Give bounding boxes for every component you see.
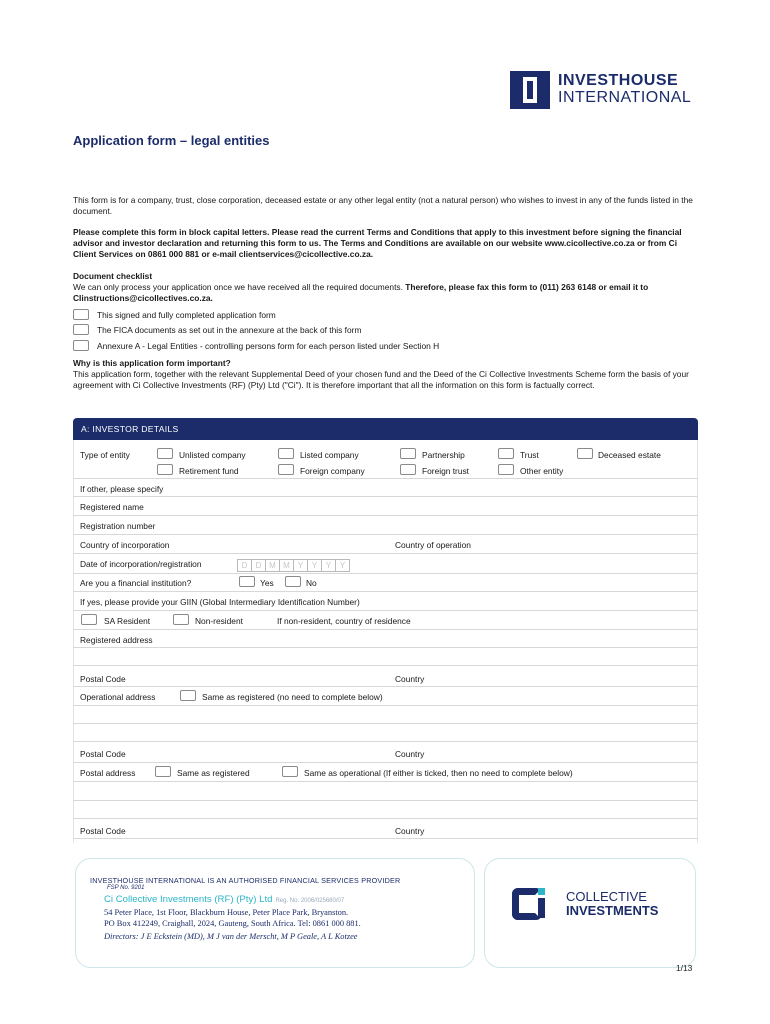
entity-type-label: Type of entity (80, 450, 130, 460)
entity-foreign-trust-checkbox[interactable] (400, 464, 416, 475)
registered-address-field[interactable]: Registered address (80, 635, 153, 645)
checklist-checkbox[interactable] (73, 309, 89, 320)
entity-option-label: Foreign trust (422, 466, 470, 476)
entity-option-label: Unlisted company (179, 450, 246, 460)
entity-trust-checkbox[interactable] (498, 448, 514, 459)
date-incorporation-input[interactable]: D D M M Y Y Y Y (237, 559, 349, 572)
yes-label: Yes (260, 578, 274, 588)
registered-name-field[interactable]: Registered name (80, 502, 144, 512)
same-as-registered-checkbox[interactable] (180, 690, 196, 701)
entity-unlisted-company-checkbox[interactable] (157, 448, 173, 459)
postal-postal-code-field[interactable]: Postal Code (80, 826, 126, 836)
checklist-item: Annexure A - Legal Entities - controlling persons form for each person listed under Section H (73, 340, 439, 351)
entity-other-checkbox[interactable] (498, 464, 514, 475)
page-number: 1/13 (676, 963, 693, 973)
footer-authorised-text: INVESTHOUSE INTERNATIONAL IS AN AUTHORISED FINANCIAL SERVICES PROVIDER (90, 876, 401, 885)
investhouse-logo-icon (510, 71, 550, 109)
sa-resident-checkbox[interactable] (81, 614, 97, 625)
operational-postal-code-field[interactable]: Postal Code (80, 749, 126, 759)
ci-collective-logo (512, 886, 658, 922)
entity-option-label: Trust (520, 450, 539, 460)
checklist-item: This signed and fully completed application form (73, 309, 276, 320)
same-as-registered-label: Same as registered (no need to complete below) (202, 692, 383, 702)
postal-same-as-registered-checkbox[interactable] (155, 766, 171, 777)
entity-option-label: Retirement fund (179, 466, 239, 476)
operational-country-field[interactable]: Country (395, 749, 425, 759)
if-other-field[interactable]: If other, please specify (80, 484, 164, 494)
entity-option-label: Foreign company (300, 466, 365, 476)
entity-deceased-estate-checkbox[interactable] (577, 448, 593, 459)
financial-institution-yes-checkbox[interactable] (239, 576, 255, 587)
no-label: No (306, 578, 317, 588)
country-operation-field[interactable]: Country of operation (395, 540, 471, 550)
sa-resident-label: SA Resident (104, 616, 151, 626)
checklist-checkbox[interactable] (73, 340, 89, 351)
footer-address-1: 54 Peter Place, 1st Floor, Blackburn House, Peter Place Park, Bryanston. (104, 908, 349, 917)
entity-option-label: Other entity (520, 466, 564, 476)
giin-field[interactable]: If yes, please provide your GIIN (Global Intermediary Identification Number) (80, 597, 360, 607)
registered-country-field[interactable]: Country (395, 674, 425, 684)
entity-foreign-company-checkbox[interactable] (278, 464, 294, 475)
postal-country-field[interactable]: Country (395, 826, 425, 836)
checklist-heading: Document checklist (73, 271, 153, 281)
footer-fsp: FSP No. 9201 (107, 885, 145, 891)
non-resident-country-field[interactable]: If non-resident, country of residence (277, 616, 411, 626)
registration-number-field[interactable]: Registration number (80, 521, 156, 531)
operational-address-label: Operational address (80, 692, 156, 702)
investhouse-logo (510, 70, 710, 110)
non-resident-label: Non-resident (195, 616, 243, 626)
logo-line-2: INTERNATIONAL (558, 89, 692, 106)
financial-institution-label: Are you a financial institution? (80, 578, 192, 588)
entity-option-label: Partnership (422, 450, 465, 460)
footer-directors: Directors: J E Eckstein (MD), M J van der Merscht, M P Geale, A L Kotzee (104, 932, 358, 941)
logo-line-1: INVESTHOUSE (558, 72, 679, 90)
footer-company: Ci Collective Investments (RF) (Pty) Ltd Reg. No. 2006/025680/07 (104, 894, 345, 905)
non-resident-checkbox[interactable] (173, 614, 189, 625)
date-incorporation-label: Date of incorporation/registration (80, 559, 202, 569)
ci-logo-line-1: COLLECTIVE (566, 889, 647, 904)
entity-listed-company-checkbox[interactable] (278, 448, 294, 459)
checklist-text: We can only process your application once we have received all the required documents. Therefore, please fax this form to (011) 263 6148 or email it to CIinstructions@cicollectives.co.za. (73, 282, 649, 303)
postal-same-as-operational-checkbox[interactable] (282, 766, 298, 777)
ci-logo-line-2: INVESTMENTS (566, 903, 659, 918)
country-incorporation-field[interactable]: Country of incorporation (80, 540, 170, 550)
footer-address-2: PO Box 412249, Craighall, 2024, Gauteng, South Africa. Tel: 0861 000 881. (104, 919, 361, 928)
instructions-text: Please complete this form in block capital letters. Please read the current Terms and Conditions that apply to this investment before signing the financial advisor and investor declaration and returning this form to us. The Terms and Conditions are available on our website www.cicollective.co.za or from Ci Client Services on 0861 000 881 or e-mail clientservices@cicollective.co.za. (73, 227, 682, 259)
checklist-checkbox[interactable] (73, 324, 89, 335)
page-title: Application form – legal entities (73, 133, 270, 148)
section-a-header: A: INVESTOR DETAILS (73, 418, 698, 440)
financial-institution-no-checkbox[interactable] (285, 576, 301, 587)
why-text: This application form, together with the relevant Supplemental Deed of your chosen fund and the Deed of the Ci Collective Investments Scheme form the basis of your agreement with Ci Collective Investments (RF) (Pty) Ltd ("Ci"). It is therefore important that all the information on this form is factually correct. (73, 369, 689, 390)
postal-same-as-registered-label: Same as registered (177, 768, 250, 778)
checklist-item: The FICA documents as set out in the annexure at the back of this form (73, 324, 361, 335)
section-a-body (73, 440, 698, 843)
entity-retirement-fund-checkbox[interactable] (157, 464, 173, 475)
intro-text: This form is for a company, trust, close corporation, deceased estate or any other legal entity (not a natural person) who wishes to invest in any of the funds listed in the document. (73, 195, 693, 216)
why-heading: Why is this application form important? (73, 358, 231, 368)
entity-option-label: Deceased estate (598, 450, 661, 460)
postal-same-as-operational-label: Same as operational (If either is ticked, then no need to complete below) (304, 768, 573, 778)
ci-logo-icon (512, 886, 554, 922)
entity-partnership-checkbox[interactable] (400, 448, 416, 459)
registered-postal-code-field[interactable]: Postal Code (80, 674, 126, 684)
postal-address-label: Postal address (80, 768, 136, 778)
entity-option-label: Listed company (300, 450, 359, 460)
